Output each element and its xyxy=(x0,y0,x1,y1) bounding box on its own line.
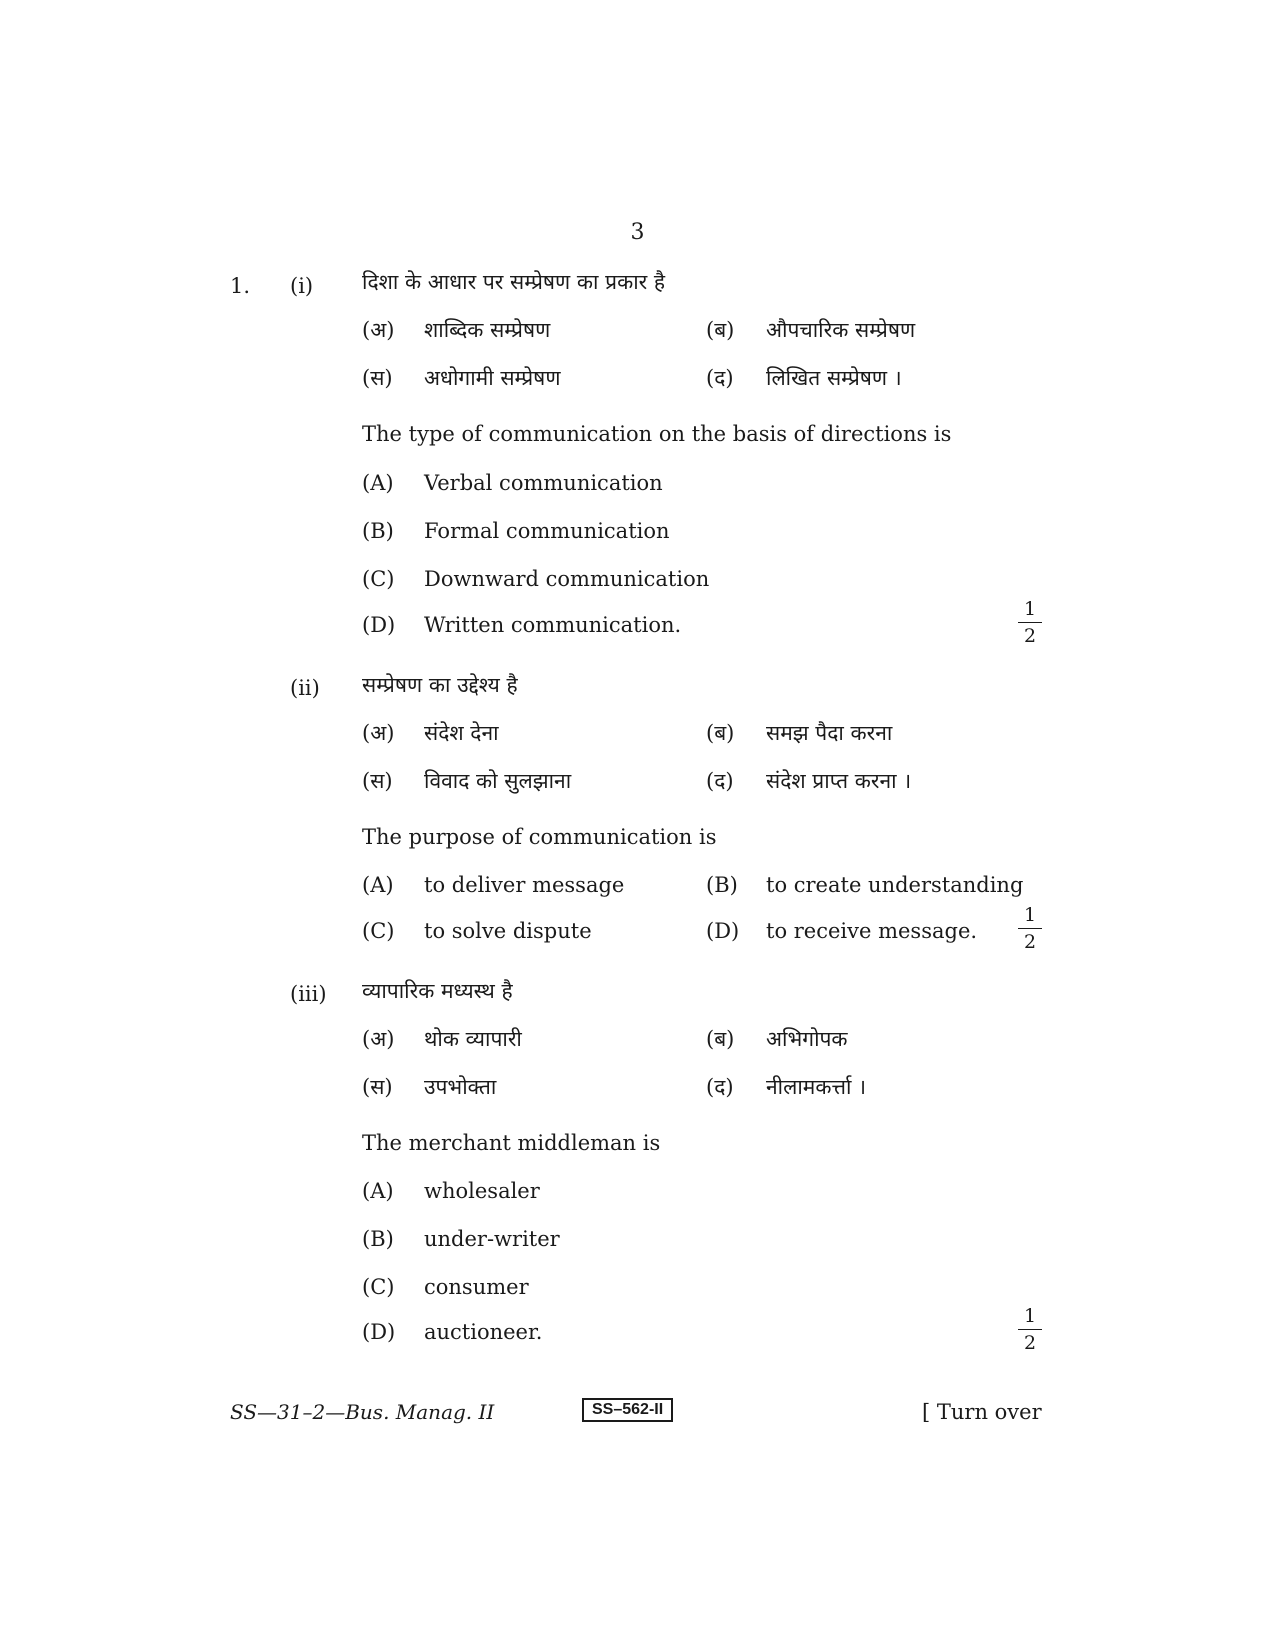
option-text: थोक व्यापारी xyxy=(424,1027,522,1051)
option-text: अधोगामी सम्प्रेषण xyxy=(424,366,561,390)
option-label: (द) xyxy=(706,1075,734,1099)
option-label: (अ) xyxy=(362,318,395,342)
option-label: (ब) xyxy=(706,721,735,745)
marks-denominator: 2 xyxy=(1023,1332,1037,1354)
english-stem: The type of communication on the basis of directions is xyxy=(362,422,952,446)
option-label: (ब) xyxy=(706,1027,735,1051)
option-text: विवाद को सुलझाना xyxy=(424,769,572,793)
marks-numerator: 1 xyxy=(1023,1305,1037,1327)
footer-subject-code: SS—31–2—Bus. Manag. II xyxy=(230,1400,495,1424)
option-text: समझ पैदा करना xyxy=(766,721,893,745)
part-label: (i) xyxy=(290,274,314,298)
option-text: to solve dispute xyxy=(424,919,592,943)
english-stem: The purpose of communication is xyxy=(362,825,717,849)
option-text: नीलामकर्त्ता । xyxy=(766,1075,867,1099)
question-number: 1. xyxy=(230,274,251,298)
footer-turn-over: [ Turn over xyxy=(922,1400,1042,1424)
option-label: (स) xyxy=(362,366,393,390)
option-label: (A) xyxy=(362,873,394,897)
hindi-stem: सम्प्रेषण का उद्देश्य है xyxy=(362,673,518,697)
option-text: Formal communication xyxy=(424,519,670,543)
marks-numerator: 1 xyxy=(1023,904,1037,926)
option-label: (द) xyxy=(706,769,734,793)
part-label: (ii) xyxy=(290,676,320,700)
hindi-stem: दिशा के आधार पर सम्प्रेषण का प्रकार है xyxy=(362,270,666,294)
option-label: (C) xyxy=(362,919,395,943)
marks-fraction xyxy=(1018,600,1042,646)
option-label: (स) xyxy=(362,1075,393,1099)
hindi-stem: व्यापारिक मध्यस्थ है xyxy=(362,979,513,1003)
option-text: लिखित सम्प्रेषण । xyxy=(766,366,902,390)
option-label: (अ) xyxy=(362,721,395,745)
option-label: (D) xyxy=(706,919,740,943)
footer-paper-code: SS–562-II xyxy=(582,1398,673,1422)
option-label: (अ) xyxy=(362,1027,395,1051)
option-text: to deliver message xyxy=(424,873,625,897)
option-label: (B) xyxy=(362,1227,394,1251)
option-text: under-writer xyxy=(424,1227,560,1251)
option-label: (C) xyxy=(362,567,395,591)
option-text: to create understanding xyxy=(766,873,1024,897)
option-text: Verbal communication xyxy=(424,471,663,495)
part-label: (iii) xyxy=(290,982,327,1006)
option-label: (D) xyxy=(362,613,396,637)
option-text: wholesaler xyxy=(424,1179,540,1203)
marks-denominator: 2 xyxy=(1023,625,1037,647)
option-text: संदेश प्राप्त करना । xyxy=(766,769,912,793)
marks-numerator: 1 xyxy=(1023,598,1037,620)
option-text: Downward communication xyxy=(424,567,710,591)
option-label: (B) xyxy=(706,873,738,897)
option-label: (ब) xyxy=(706,318,735,342)
option-label: (A) xyxy=(362,471,394,495)
page-number: 3 xyxy=(630,220,645,245)
option-text: to receive message. xyxy=(766,919,978,943)
option-label: (D) xyxy=(362,1320,396,1344)
option-text: संदेश देना xyxy=(424,721,499,745)
option-label: (A) xyxy=(362,1179,394,1203)
option-label: (C) xyxy=(362,1275,395,1299)
option-text: अभिगोपक xyxy=(766,1027,848,1051)
option-label: (स) xyxy=(362,769,393,793)
option-text: उपभोक्ता xyxy=(424,1075,497,1099)
marks-denominator: 2 xyxy=(1023,931,1037,953)
marks-fraction xyxy=(1018,906,1042,952)
option-text: consumer xyxy=(424,1275,529,1299)
option-label: (B) xyxy=(362,519,394,543)
option-label: (द) xyxy=(706,366,734,390)
option-text: Written communication. xyxy=(424,613,682,637)
marks-fraction xyxy=(1018,1307,1042,1353)
english-stem: The merchant middleman is xyxy=(362,1131,661,1155)
option-text: शाब्दिक सम्प्रेषण xyxy=(424,318,551,342)
option-text: auctioneer. xyxy=(424,1320,543,1344)
option-text: औपचारिक सम्प्रेषण xyxy=(766,318,916,342)
